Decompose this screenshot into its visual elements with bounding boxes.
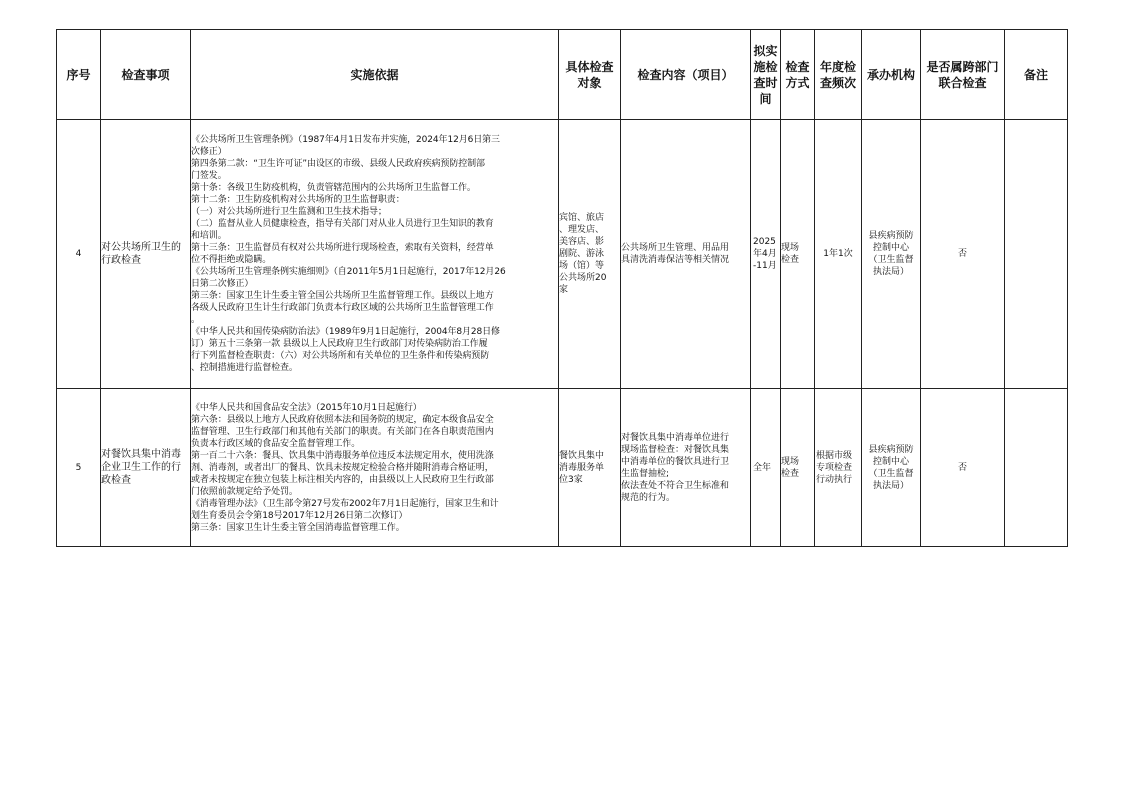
header-freq-line-1: 年度检: [819, 59, 856, 74]
content-line: 规范的行为。: [621, 492, 676, 503]
header-method-line-2: 方式: [785, 75, 810, 90]
header-remark: 备注: [1005, 30, 1068, 120]
cell-object: [559, 389, 621, 547]
header-object-line-1: 具体检查: [565, 59, 614, 74]
basis-line: （一）对公共场所进行卫生监测和卫生技术指导；: [191, 207, 387, 217]
cell-content: [621, 120, 751, 389]
basis-line: 订）第五十三条第一款 县级以上人民政府卫生行政部门对传染病防治工作履: [191, 339, 488, 349]
org-line: 执法局）: [872, 480, 909, 491]
basis-line: 第一百二十六条：餐具、饮具集中消毒服务单位违反本法规定用水，使用洗涤: [191, 450, 494, 461]
header-content: 检查内容（项目）: [621, 30, 751, 120]
header-time-line-2: 施检: [753, 59, 778, 74]
object-line: 、理发店、: [559, 225, 605, 235]
header-joint-line-2: 联合检查: [938, 75, 987, 90]
basis-line: 门依照前款规定给予处罚。: [191, 486, 298, 497]
basis-line: 各级人民政府卫生计生行政部门负责本行政区域的公共场所卫生监督管理工作: [191, 303, 494, 313]
cell-joint: 否: [921, 389, 1005, 547]
basis-line: 《中华人民共和国传染病防治法》（1989年9月1日起施行，2004年8月28日修: [191, 327, 500, 337]
basis-line: 门签发。: [191, 171, 227, 181]
header-basis: 实施依据: [191, 30, 559, 120]
method-line: 检查: [781, 255, 800, 265]
basis-line: 次修正）: [191, 147, 227, 157]
org-line: （卫生监督: [868, 255, 914, 265]
basis-line: 位不得拒绝或隐瞒。: [191, 255, 272, 265]
content-line: 公共场所卫生管理、用品用: [621, 243, 730, 253]
cell-time: [751, 120, 781, 389]
basis-line: 。: [191, 315, 200, 325]
basis-line: 剂、消毒剂，或者出厂的餐具、饮具未按规定检验合格并随附消毒合格证明，: [191, 462, 494, 473]
freq-line: 行动执行: [816, 474, 853, 485]
basis-line: 第十三条：卫生监督员有权对公共场所进行现场检查，索取有关资料，经营单: [191, 243, 494, 253]
object-line: 剧院、游泳: [559, 249, 605, 259]
basis-line: 第四条第二款：“卫生许可证”由设区的市级、县级人民政府疾病预防控制部: [191, 159, 485, 169]
header-time-line-3: 查时: [753, 75, 778, 90]
cell-freq: 1年1次: [815, 120, 862, 389]
basis-line: 监督管理、卫生行政部门和其他有关部门的职责。有关部门在各自职责范围内: [191, 426, 494, 437]
basis-line: 行下列监督检查职责：（六）对公共场所和有关单位的卫生条件和传染病预防: [191, 351, 490, 361]
basis-line: （二）监督从业人员健康检查，指导有关部门对从业人员进行卫生知识的教育: [191, 219, 494, 229]
cell-time: [751, 389, 781, 547]
object-line: 家: [559, 285, 569, 295]
header-time: [751, 30, 781, 120]
object-line: 美容店、影: [559, 237, 605, 247]
cell-remark: [1005, 120, 1068, 389]
object-line: 场（馆）等: [559, 261, 605, 271]
cell-basis: [191, 389, 559, 547]
basis-line: 《公共场所卫生管理条例》（1987年4月1日发布并实施，2024年12月6日第三: [191, 135, 500, 145]
method-line: 现场: [781, 456, 800, 467]
cell-item: [101, 389, 191, 547]
cell-item: [101, 120, 191, 389]
object-line: 宾馆、旅店: [559, 213, 605, 223]
method-line: 检查: [781, 468, 800, 479]
basis-line: 《中华人民共和国食品安全法》（2015年10月1日起施行）: [191, 402, 422, 413]
header-method-line-1: 检查: [785, 59, 810, 74]
header-time-line-4: 间: [759, 91, 772, 106]
cell-item-line: 行政检查: [101, 255, 141, 266]
basis-line: 《公共场所卫生管理条例实施细则》（自2011年5月1日起施行，2017年12月26: [191, 267, 506, 277]
table-row: [57, 120, 1068, 389]
content-line: 生监督抽检;: [621, 468, 670, 479]
basis-line: 、控制措施进行监督检查。: [191, 363, 298, 373]
cell-method: [781, 389, 815, 547]
header-item: 检查事项: [101, 30, 191, 120]
header-object-line-2: 对象: [577, 75, 602, 90]
basis-line: 日第二次修正）: [191, 279, 254, 289]
header-object: [559, 30, 621, 120]
basis-line: 《消毒管理办法》（卫生部令第27号发布2002年7月1日起施行，国家卫生和计: [191, 498, 499, 509]
org-line: 控制中心: [872, 243, 909, 253]
cell-seq: 5: [57, 389, 101, 547]
header-joint: [921, 30, 1005, 120]
header-joint-line-1: 是否属跨部门: [926, 59, 999, 74]
basis-line: 第六条：县级以上地方人民政府依照本法和国务院的规定，确定本级食品安全: [191, 414, 494, 425]
time-line: -11月: [753, 261, 777, 271]
header-freq-line-2: 查频次: [819, 75, 856, 90]
object-line: 消毒服务单: [559, 462, 605, 473]
cell-method: [781, 120, 815, 389]
cell-item-line: 政检查: [101, 475, 131, 486]
cell-item-line: 对餐饮具集中消毒: [101, 449, 181, 460]
org-line: 县疾病预防: [868, 444, 914, 455]
content-line: 中消毒单位的餐饮具进行卫: [621, 456, 730, 467]
freq-line: 根据市级: [816, 450, 853, 461]
cell-joint: 否: [921, 120, 1005, 389]
cell-org: [862, 389, 921, 547]
content-line: 对餐饮具集中消毒单位进行: [621, 432, 730, 443]
header-method: [781, 30, 815, 120]
table-row: [57, 389, 1068, 547]
freq-line: 专项检查: [816, 462, 853, 473]
basis-line: 第十条：各级卫生防疫机构，负责管辖范围内的公共场所卫生监督工作。: [191, 183, 476, 193]
basis-line: 第十二条：卫生防疫机构对公共场所的卫生监督职责：: [191, 195, 405, 205]
time-line: 年4月: [753, 249, 777, 259]
time-line: 2025: [753, 237, 776, 247]
basis-line: 负责本行政区域的食品安全监督管理工作。: [191, 438, 361, 449]
cell-seq: 4: [57, 120, 101, 389]
cell-object: [559, 120, 621, 389]
cell-item-line: 企业卫生工作的行: [101, 462, 181, 473]
cell-content: [621, 389, 751, 547]
basis-line: 第三条：国家卫生计生委主管全国公共场所卫生监督管理工作。县级以上地方: [191, 291, 494, 301]
basis-line: 划生育委员会令第18号2017年12月26日第二次修订）: [191, 510, 408, 521]
header-time-line-1: 拟实: [753, 43, 778, 58]
table-header-row: [57, 30, 1068, 120]
cell-remark: [1005, 389, 1068, 547]
content-line: 依法查处不符合卫生标准和: [621, 480, 730, 491]
cell-basis: [191, 120, 559, 389]
object-line: 位3家: [559, 474, 583, 485]
time-line: 全年: [753, 462, 772, 473]
object-line: 公共场所20: [559, 273, 607, 283]
org-line: 县疾病预防: [868, 231, 914, 241]
org-line: 执法局）: [872, 267, 909, 277]
object-line: 餐饮具集中: [559, 450, 605, 461]
method-line: 现场: [781, 243, 800, 253]
basis-line: 和培训。: [191, 231, 227, 241]
cell-freq: [815, 389, 862, 547]
header-freq: [815, 30, 862, 120]
cell-org: [862, 120, 921, 389]
content-line: 现场监督检查：对餐饮具集: [621, 444, 730, 455]
header-org: 承办机构: [862, 30, 921, 120]
content-line: 具清洗消毒保洁等相关情况: [621, 255, 730, 265]
header-seq: 序号: [57, 30, 101, 120]
basis-line: 或者未按规定在独立包装上标注相关内容的，由县级以上人民政府卫生行政部: [191, 474, 494, 485]
cell-item-line: 对公共场所卫生的: [101, 242, 181, 253]
inspection-table: [56, 29, 1068, 547]
org-line: 控制中心: [872, 456, 909, 467]
org-line: （卫生监督: [868, 468, 914, 479]
basis-line: 第三条：国家卫生计生委主管全国消毒监督管理工作。: [191, 522, 405, 533]
